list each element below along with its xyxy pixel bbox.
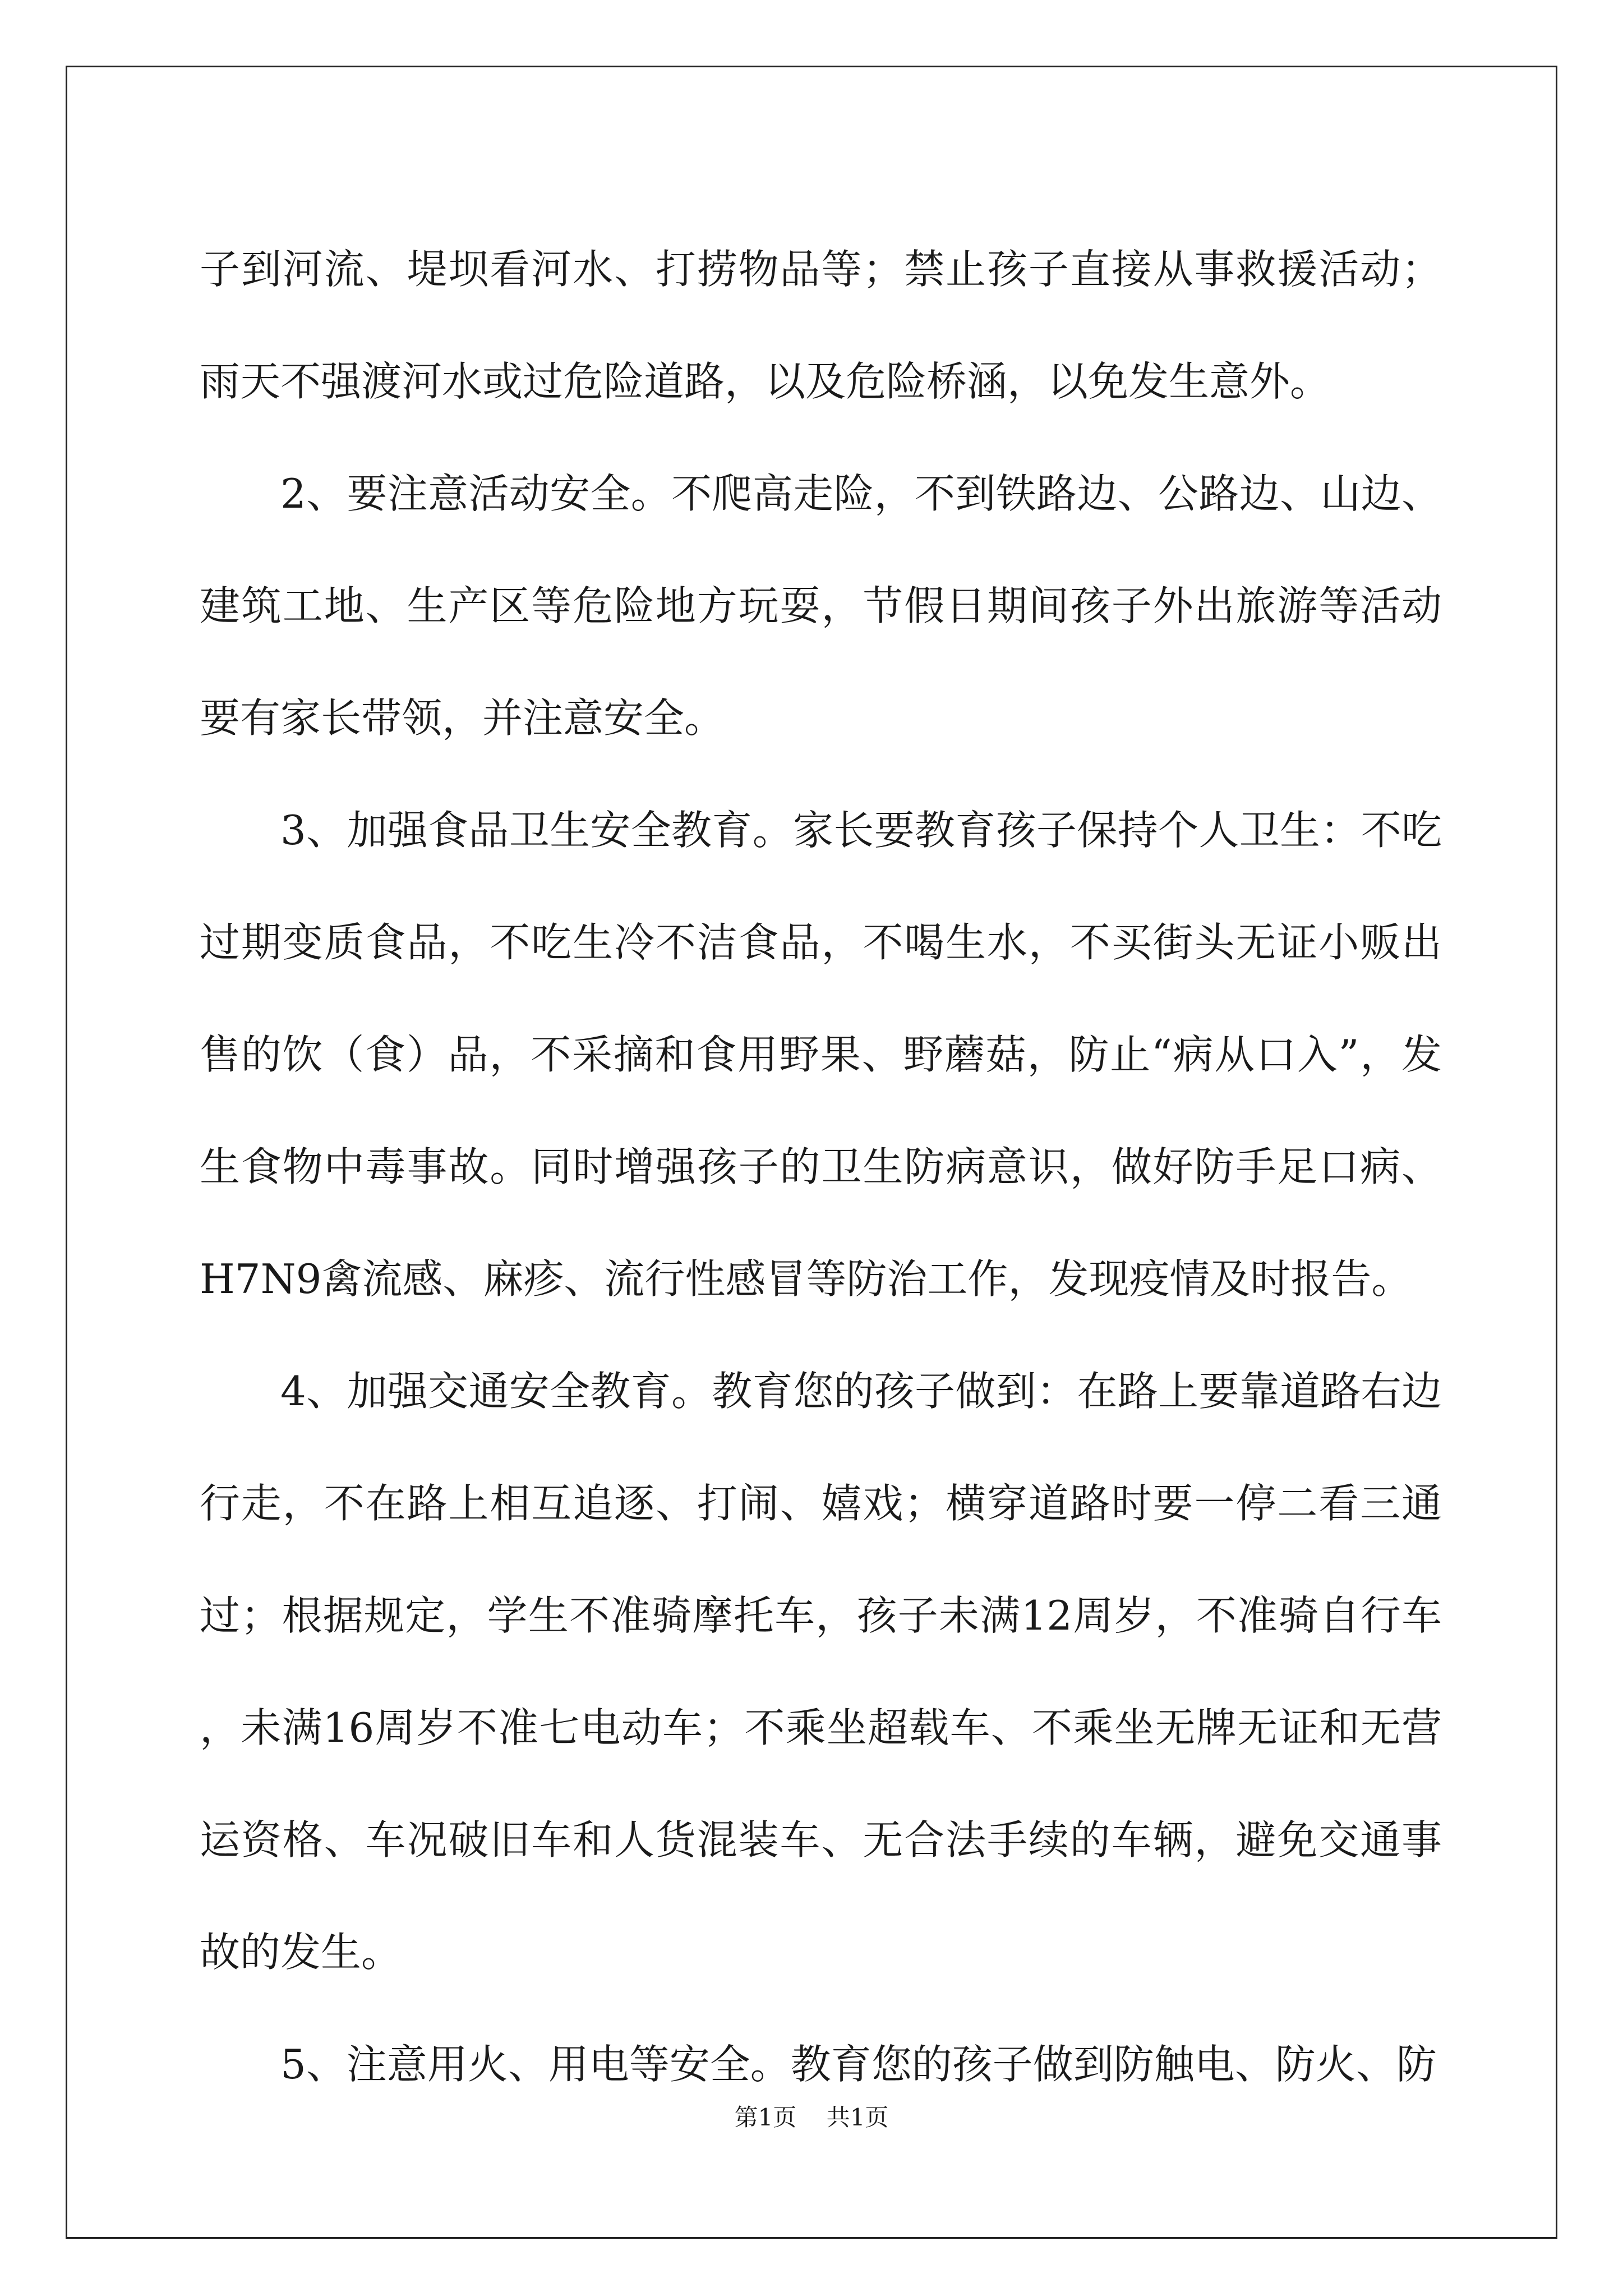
- paragraph-4: 4、加强交通安全教育。教育您的孩子做到：在路上要靠道路右边行走，不在路上相互追逐、打闹、嬉戏；横穿道路时要一停二看三通过；根据规定，学生不准骑摩托车，孩子未满12周岁，不准骑自行车，未满16周岁不准七电动车；不乘坐超载车、不乘坐无牌无证和无营运资格、车况破旧车和人货混装车、无合法手续的车辆，避免交通事故的发生。: [200, 1368, 1442, 1976]
- paragraph-3: 3、加强食品卫生安全教育。家长要教育孩子保持个人卫生：不吃过期变质食品，不吃生冷不洁食品，不喝生水，不买街头无证小贩出售的饮（食）品，不采摘和食用野果、野蘑菇，防止“病从口入”，发生食物中毒事故。同时增强孩子的卫生防病意识，做好防手足口病、H7N9禽流感、麻疹、流行性感冒等防治工作，发现疫情及时报告。: [200, 807, 1442, 1303]
- paragraph-1: 子到河流、堤坝看河水、打捞物品等；禁止孩子直接从事救援活动；雨天不强渡河水或过危险道路，以及危险桥涵，以免发生意外。: [200, 246, 1442, 405]
- document-body: [200, 213, 1442, 2120]
- paragraph-2: 2、要注意活动安全。不爬高走险，不到铁路边、公路边、山边、建筑工地、生产区等危险地方玩耍，节假日期间孩子外出旅游等活动要有家长带领，并注意安全。: [200, 470, 1442, 742]
- page-total: 共1页: [826, 2104, 889, 2131]
- page-number: 第1页: [734, 2104, 797, 2131]
- page-footer: [0, 2101, 1623, 2134]
- paragraph-5: 5、注意用火、用电等安全。教育您的孩子做到防触电、防火、防: [280, 2041, 1437, 2088]
